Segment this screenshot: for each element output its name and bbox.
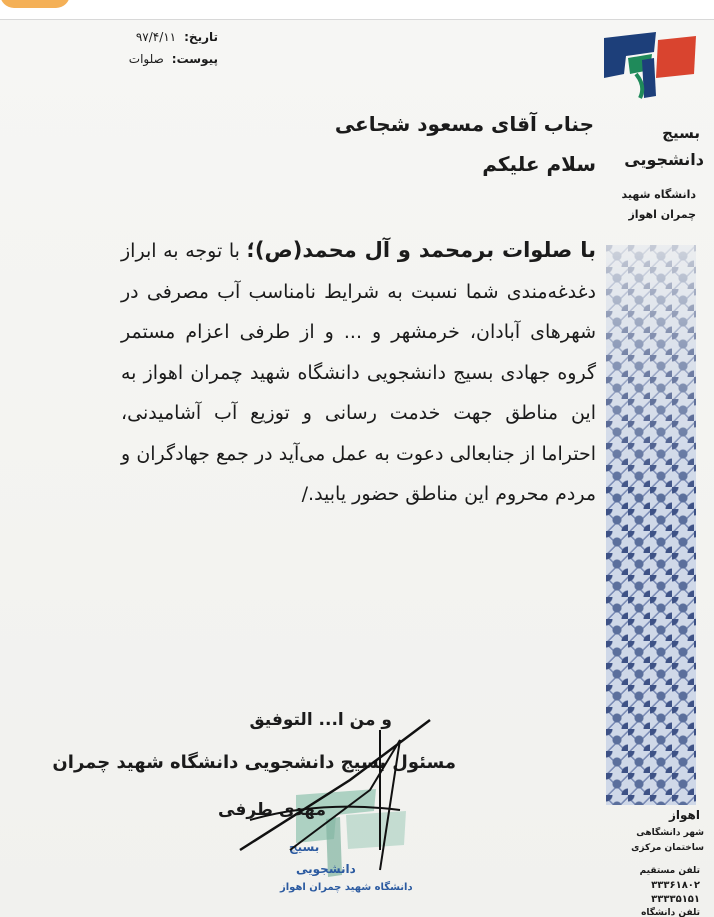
stamp-line1: بسیج bbox=[289, 840, 320, 854]
sidebar-university-line1: دانشگاه شهید bbox=[621, 188, 696, 201]
signature-icon bbox=[230, 700, 450, 880]
signatory-name: مهدی طرفی bbox=[218, 800, 326, 820]
signatory-title: مسئول بسیج دانشجویی دانشگاه شهید چمران bbox=[52, 752, 456, 773]
attachment-value: صلوات bbox=[128, 52, 164, 66]
decorative-pattern bbox=[606, 245, 696, 805]
sidebar-address-line1: شهر دانشگاهی bbox=[636, 828, 704, 838]
date-row bbox=[88, 30, 218, 44]
letter-body-lead: با صلوات برمحمد و آل محمد(ص)؛ bbox=[246, 238, 596, 262]
sidebar-fax-label: تلفن دانشگاه bbox=[641, 908, 700, 917]
letter-body bbox=[121, 230, 596, 515]
attachment-row bbox=[88, 52, 218, 66]
top-bar bbox=[0, 0, 714, 20]
sidebar-org-line1: بسیج bbox=[662, 124, 700, 142]
basij-logo-icon bbox=[596, 30, 702, 100]
sidebar-phone-1: ۳۳۳۶۱۸۰۲ bbox=[651, 880, 700, 891]
letter-greeting: سلام علیکم bbox=[482, 152, 596, 176]
letter-closing: و من ا... التوفیق bbox=[249, 710, 392, 730]
status-dot bbox=[0, 0, 70, 8]
letter-meta bbox=[88, 30, 218, 74]
letter-body-rest: با توجه به ابراز دغدغه‌مندی شما نسبت به شرایط نامناسب آب مصرفی در شهرهای آبادان، خرمشهر و ... و از طرفی اعزام مستمر گروه جهادی بسیج دانشجویی دانشگاه شهید چمران اهواز به این مناطق جهت خدمت رسانی و توزیع آب آشامیدنی، احتراما از جنابعالی دعوت به عمل می‌آید در جمع جهادگران و مردم محروم این مناطق حضور یابید./ bbox=[121, 240, 596, 505]
stamp-line3: دانشگاه شهید چمران اهواز bbox=[280, 882, 413, 893]
attachment-label: پیوست: bbox=[171, 52, 218, 66]
letter-recipient: جناب آقای مسعود شجاعی bbox=[334, 112, 594, 136]
sidebar-phone-2: ۳۳۳۳۵۱۵۱ bbox=[651, 894, 700, 905]
sidebar-org-line2: دانشجویی bbox=[624, 150, 704, 169]
sidebar-address-line2: ساختمان مرکزی bbox=[631, 843, 704, 853]
stamp-line2: دانشجویی bbox=[296, 862, 356, 876]
sidebar-city: اهواز bbox=[669, 808, 700, 822]
sidebar-university-line2: چمران اهواز bbox=[628, 208, 696, 221]
date-label: تاریخ: bbox=[184, 30, 218, 44]
sidebar-phone-label: تلفن مستقیم bbox=[639, 866, 700, 876]
date-value: ۹۷/۴/۱۱ bbox=[135, 30, 177, 44]
